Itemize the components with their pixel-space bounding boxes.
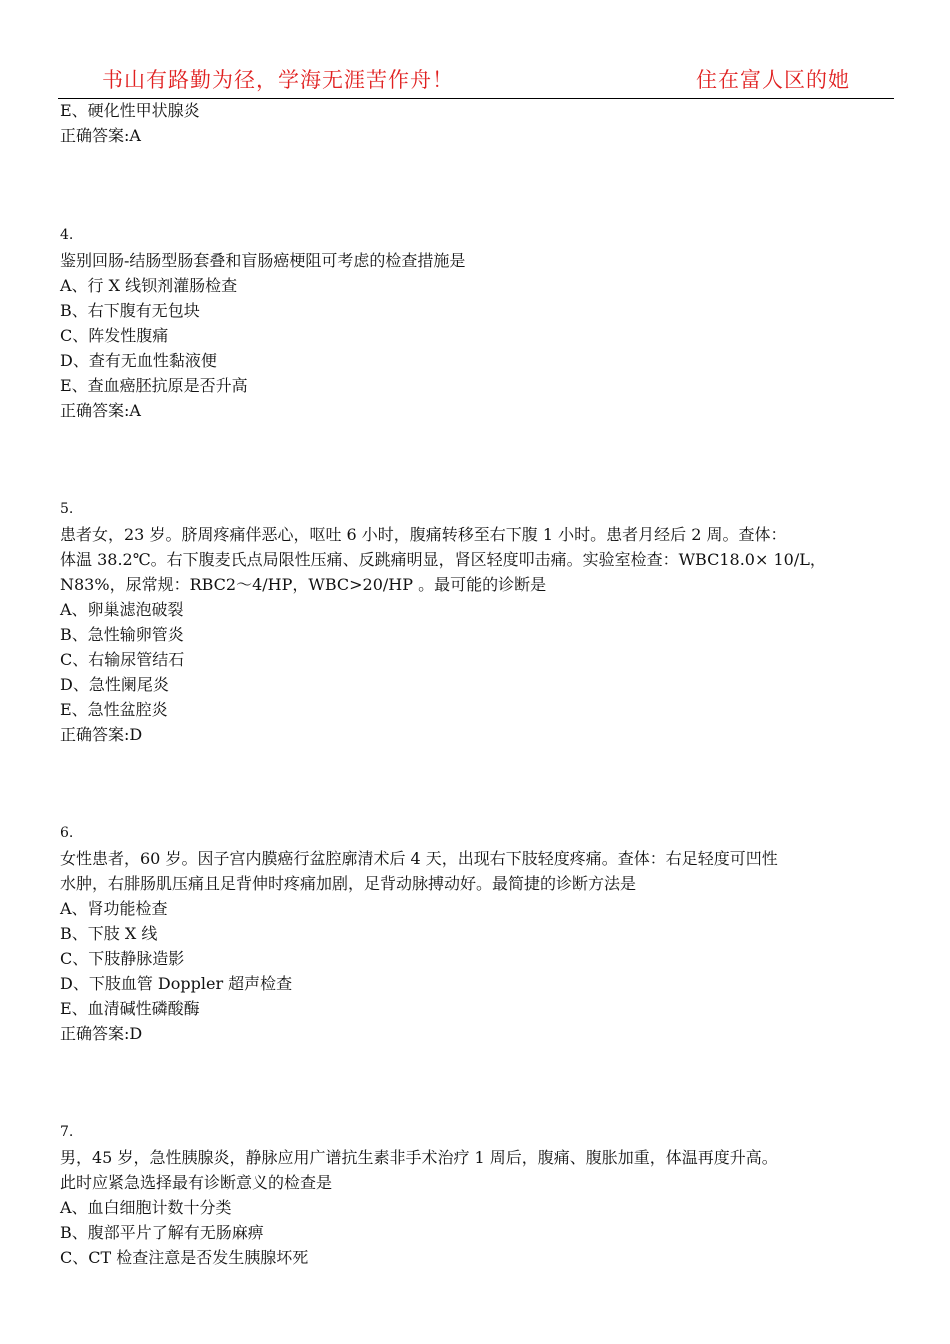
option-e: E、硬化性甲状腺炎 bbox=[60, 101, 200, 120]
option-a: A、血白细胞计数十分类 bbox=[60, 1198, 232, 1217]
header-motto: 书山有路勤为径，学海无涯苦作舟！ bbox=[102, 68, 454, 92]
question-7 bbox=[60, 1120, 900, 1270]
option-d: D、急性阑尾炎 bbox=[60, 675, 169, 694]
question-number: 7. bbox=[60, 1124, 74, 1140]
option-a: A、行 X 线钡剂灌肠检查 bbox=[60, 276, 238, 295]
page-header bbox=[58, 62, 894, 99]
question-stem: 体温 38.2℃。右下腹麦氏点局限性压痛、反跳痛明显，肾区轻度叩击痛。实验室检查：WBC18.0× 10/L， bbox=[60, 550, 826, 569]
question-4 bbox=[60, 223, 900, 423]
option-b: B、下肢 X 线 bbox=[60, 924, 158, 943]
option-d: D、查有无血性黏液便 bbox=[60, 351, 217, 370]
option-a: A、卵巢滤泡破裂 bbox=[60, 600, 184, 619]
option-b: B、右下腹有无包块 bbox=[60, 301, 200, 320]
question-stem: 患者女，23 岁。脐周疼痛伴恶心，呕吐 6 小时，腹痛转移至右下腹 1 小时。患者月经后 2 周。查体： bbox=[60, 525, 787, 544]
option-c: C、下肢静脉造影 bbox=[60, 949, 185, 968]
answer-line: 正确答案:A bbox=[60, 126, 141, 145]
option-e: E、血清碱性磷酸酶 bbox=[60, 999, 200, 1018]
question-stem: 水肿，右腓肠肌压痛且足背伸时疼痛加剧，足背动脉搏动好。最简捷的诊断方法是 bbox=[60, 874, 637, 893]
option-a: A、肾功能检查 bbox=[60, 899, 168, 918]
option-b: B、腹部平片了解有无肠麻痹 bbox=[60, 1223, 264, 1242]
question-stem: 男，45 岁，急性胰腺炎，静脉应用广谱抗生素非手术治疗 1 周后，腹痛、腹胀加重，体温再度升高。 bbox=[60, 1148, 778, 1167]
option-e: E、急性盆腔炎 bbox=[60, 700, 168, 719]
option-b: B、急性输卵管炎 bbox=[60, 625, 184, 644]
option-d: D、下肢血管 Doppler 超声检查 bbox=[60, 974, 293, 993]
header-author: 住在富人区的她 bbox=[696, 68, 850, 92]
answer-line: 正确答案:D bbox=[60, 1024, 143, 1043]
question-stem: N83%，尿常规：RBC2～4/HP，WBC>20/HP 。最可能的诊断是 bbox=[60, 575, 547, 594]
question-number: 4. bbox=[60, 227, 74, 243]
question-number: 6. bbox=[60, 825, 74, 841]
option-c: C、CT 检查注意是否发生胰腺坏死 bbox=[60, 1248, 309, 1267]
answer-line: 正确答案:A bbox=[60, 401, 141, 420]
question-stem: 此时应紧急选择最有诊断意义的检查是 bbox=[60, 1173, 333, 1192]
question-stem: 鉴别回肠-结肠型肠套叠和盲肠癌梗阻可考虑的检查措施是 bbox=[60, 251, 466, 270]
question-6 bbox=[60, 821, 900, 1046]
document-body bbox=[60, 98, 900, 1270]
option-e: E、查血癌胚抗原是否升高 bbox=[60, 376, 248, 395]
question-stem: 女性患者，60 岁。因子宫内膜癌行盆腔廓清术后 4 天，出现右下肢轻度疼痛。查体：右足轻度可凹性 bbox=[60, 849, 778, 868]
option-c: C、阵发性腹痛 bbox=[60, 326, 169, 345]
answer-line: 正确答案:D bbox=[60, 725, 143, 744]
question-5 bbox=[60, 497, 900, 747]
question-number: 5. bbox=[60, 501, 74, 517]
option-c: C、右输尿管结石 bbox=[60, 650, 185, 669]
